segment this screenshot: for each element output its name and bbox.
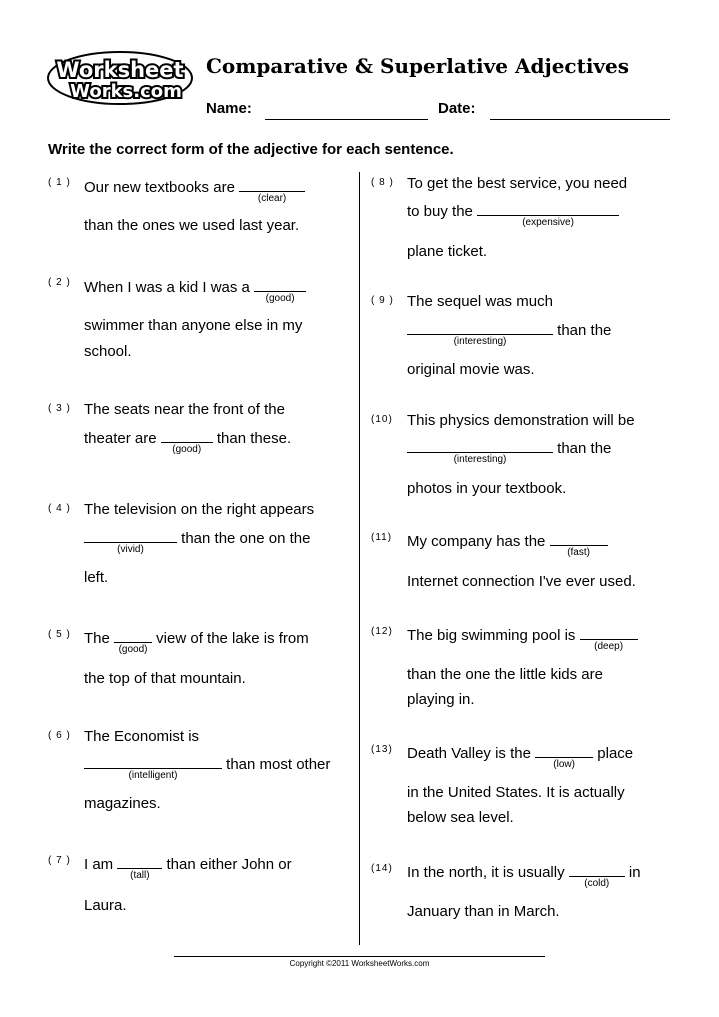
adjective-hint: (intelligent) (128, 770, 178, 781)
adjective-hint: (cold) (584, 878, 610, 889)
adjective-hint: (interesting) (453, 336, 507, 347)
question-number: ( 6 ) (48, 730, 71, 741)
question-text: In the north, it is usually (407, 864, 569, 881)
question-text: to buy the (407, 203, 478, 220)
question-text: left. (84, 569, 109, 586)
question-number: ( 2 ) (48, 277, 71, 288)
question-text: below sea level. (407, 809, 514, 826)
question-text: The seats near the front of the (84, 401, 285, 418)
question-text: place (593, 745, 634, 762)
answer-blank[interactable] (477, 200, 619, 228)
instructions: Write the correct form of the adjective for each sentence. (48, 141, 454, 158)
question-text: The sequel was much (407, 293, 553, 310)
question-text: in (624, 864, 641, 881)
adjective-hint: (good) (265, 293, 295, 304)
adjective-hint: (interesting) (453, 454, 507, 465)
question-text: playing in. (407, 691, 475, 708)
question-text: swimmer than anyone else in my (84, 317, 303, 334)
question-text: than the (553, 322, 612, 339)
question-text: the top of that mountain. (84, 670, 246, 687)
answer-blank[interactable] (117, 853, 162, 881)
logo-text-line2: Works.com (70, 81, 182, 102)
question-text: theater are (84, 430, 161, 447)
question-text: Our new textbooks are (84, 179, 240, 196)
question-text: school. (84, 343, 132, 360)
question-number: ( 4 ) (48, 503, 71, 514)
adjective-hint: (low) (553, 759, 575, 770)
question-text: This physics demonstration will be (407, 412, 635, 429)
question-text: Internet connection I've ever used. (407, 573, 636, 590)
adjective-hint: (vivid) (117, 544, 144, 555)
answer-blank[interactable] (239, 176, 305, 204)
adjective-hint: (expensive) (522, 217, 574, 228)
question-number: ( 3 ) (48, 403, 71, 414)
answer-blank[interactable] (84, 527, 177, 555)
question-number: (11) (371, 532, 393, 543)
worksheetworks-logo (46, 50, 194, 106)
question-text: than most other (222, 756, 331, 773)
answer-blank[interactable] (84, 753, 222, 781)
question-text: Death Valley is the (407, 745, 536, 762)
name-field[interactable] (265, 119, 428, 120)
question-text: The television on the right appears (84, 501, 315, 518)
question-text: plane ticket. (407, 243, 488, 260)
adjective-hint: (good) (118, 644, 148, 655)
question-number: ( 1 ) (48, 177, 71, 188)
question-text: than the (553, 440, 612, 457)
question-text: January than in March. (407, 903, 560, 920)
answer-blank[interactable] (254, 276, 306, 304)
question-text: The big swimming pool is (407, 627, 580, 644)
question-text: than either John or (162, 856, 292, 873)
question-number: (13) (371, 744, 393, 755)
question-text: than the one the little kids are (407, 666, 603, 683)
copyright-text: Copyright ©2011 WorksheetWorks.com (289, 959, 430, 968)
answer-blank[interactable] (114, 627, 152, 655)
answer-blank[interactable] (161, 427, 213, 455)
question-number: ( 9 ) (371, 295, 394, 306)
question-text: original movie was. (407, 361, 535, 378)
question-number: ( 7 ) (48, 855, 71, 866)
question-number: (14) (371, 863, 393, 874)
question-text: I am (84, 856, 118, 873)
question-number: (10) (371, 414, 393, 425)
answer-blank[interactable] (407, 437, 553, 465)
footer-divider (174, 956, 545, 957)
adjective-hint: (good) (172, 444, 202, 455)
question-text: magazines. (84, 795, 161, 812)
answer-blank[interactable] (407, 319, 553, 347)
question-text: than these. (212, 430, 292, 447)
question-number: ( 5 ) (48, 629, 71, 640)
adjective-hint: (clear) (257, 193, 287, 204)
answer-blank[interactable] (580, 624, 638, 652)
logo-text-line1: Worksheet (56, 58, 184, 82)
question-text: When I was a kid I was a (84, 279, 255, 296)
answer-blank[interactable] (569, 861, 625, 889)
question-text: in the United States. It is actually (407, 784, 625, 801)
adjective-hint: (deep) (594, 641, 624, 652)
date-field[interactable] (490, 119, 670, 120)
question-text: photos in your textbook. (407, 480, 567, 497)
question-text: To get the best service, you need (407, 175, 628, 192)
question-number: (12) (371, 626, 393, 637)
name-label: Name: (206, 100, 252, 117)
adjective-hint: (fast) (567, 547, 590, 558)
question-number: ( 8 ) (371, 177, 394, 188)
question-text: My company has the (407, 533, 550, 550)
question-text: Laura. (84, 897, 127, 914)
question-text: The (84, 630, 115, 647)
column-divider (359, 172, 360, 945)
question-text: The Economist is (84, 728, 200, 745)
page-title: Comparative & Superlative Adjectives (206, 54, 630, 78)
date-label: Date: (438, 100, 476, 117)
answer-blank[interactable] (550, 530, 608, 558)
adjective-hint: (tall) (130, 870, 150, 881)
answer-blank[interactable] (535, 742, 593, 770)
question-text: than the one on the (177, 530, 311, 547)
question-text: view of the lake is from (152, 630, 309, 647)
question-text: than the ones we used last year. (84, 217, 300, 234)
